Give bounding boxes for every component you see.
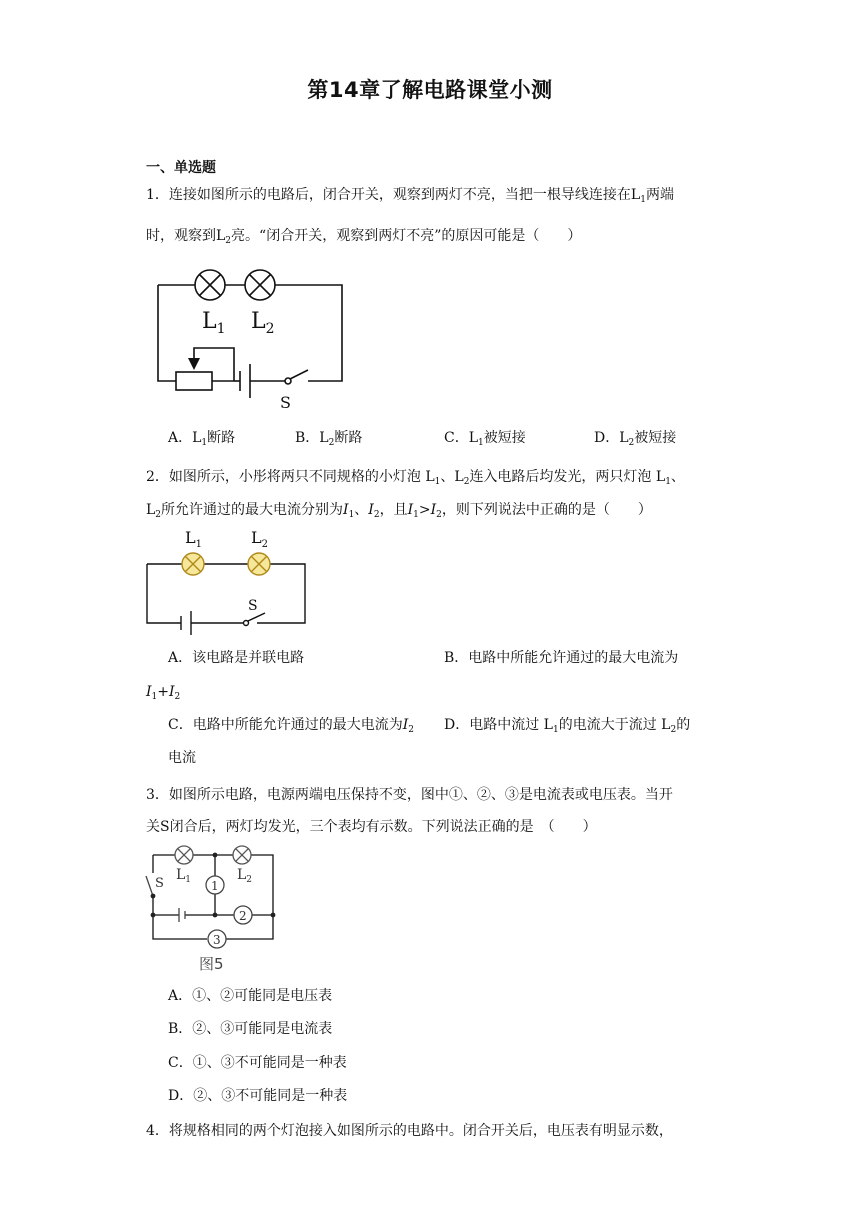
q3-lamp-l2 [233, 846, 251, 864]
q3-option-a[interactable]: A．①、②可能同是电压表 [168, 988, 333, 1004]
svg-text:L2: $L_2$ [251, 309, 275, 337]
q3-lamp-l1 [175, 846, 193, 864]
svg-text:L2: $L_2$ [251, 528, 268, 550]
q3-battery [179, 908, 185, 922]
q1-rheostat [176, 372, 212, 390]
svg-text:S: S [280, 393, 291, 412]
q1-option-d[interactable]: D．$L_2$被短接 [594, 430, 677, 448]
q3-figure-caption: 图5 [199, 955, 224, 973]
svg-text:2: 2 [239, 909, 247, 923]
q1-battery [234, 364, 285, 398]
q2-line1: 2．如图所示，小彤将两只不同规格的小灯泡 $L_1$、$L_2$连入电路后均发光，两只灯泡 $L_1$、 [146, 469, 685, 487]
svg-text:L1: $L_1$ [202, 309, 226, 337]
q3-meter-1 [206, 876, 224, 894]
q1-option-c[interactable]: C．$L_1$被短接 [444, 430, 526, 448]
q2-option-b-continued: $I_1+I_2$ [146, 684, 181, 702]
svg-text:S: S [248, 598, 258, 614]
q2-option-b[interactable]: B．电路中所能允许通过的最大电流为 [444, 650, 679, 666]
q2-battery [181, 611, 191, 635]
q1-lamp-l1 [195, 270, 225, 300]
q2-option-d[interactable]: D．电路中流过 $L_1$的电流大于流过 $L_2$的 [444, 717, 691, 735]
q2-line2: $L_2$所允许通过的最大电流分别为$I_1$、$I_2$，且$I_1>I_2$，则下列说法中正确的是（ ） [146, 502, 652, 520]
q3-option-b[interactable]: B．②、③可能同是电流表 [168, 1021, 333, 1037]
q1-lamp-l2 [245, 270, 275, 300]
svg-text:1: 1 [211, 879, 219, 893]
q1-line2: 时，观察到$L_2$亮。“闭合开关，观察到两灯不亮”的原因可能是（ ） [146, 228, 582, 246]
q3-switch [146, 876, 153, 896]
q4-line1: 4．将规格相同的两个灯泡接入如图所示的电路中。闭合开关后，电压表有明显示数， [146, 1123, 673, 1139]
q3-option-c[interactable]: C．①、③不可能同是一种表 [168, 1055, 347, 1071]
q3-option-d[interactable]: D．②、③不可能同是一种表 [168, 1088, 348, 1104]
q1-circuit-diagram [150, 268, 350, 418]
q1-option-a[interactable]: A．$L_1$断路 [168, 430, 236, 448]
q3-line2: 关S闭合后，两灯均发光，三个表均有示数。下列说法正确的是 （ ） [146, 819, 597, 835]
svg-text:L2: $L_2$ [237, 867, 253, 885]
svg-text:S: S [155, 876, 164, 891]
q1-line1: 1．连接如图所示的电路后，闭合开关，观察到两灯不亮，当把一根导线连接在$L_1$两端 [146, 187, 674, 205]
q3-meter-3 [208, 930, 226, 948]
q1-option-b[interactable]: B．$L_2$断路 [295, 430, 363, 448]
q2-lamp-l2 [248, 553, 270, 575]
q2-option-c[interactable]: C．电路中所能允许通过的最大电流为$I_2$ [168, 717, 414, 735]
svg-text:3: 3 [213, 933, 221, 947]
page-title: 第14章了解电路课堂小测 [307, 78, 553, 102]
svg-text:L1: $L_1$ [185, 528, 202, 550]
q2-option-d-continued: 电流 [168, 750, 196, 766]
q2-circuit-diagram [145, 527, 310, 637]
q3-meter-2 [234, 906, 252, 924]
q1-rheostat-slider [194, 348, 234, 381]
q1-switch [285, 370, 308, 384]
q2-option-a[interactable]: A．该电路是并联电路 [168, 650, 305, 666]
section-heading: 一、单选题 [146, 160, 216, 176]
q3-circuit-diagram [143, 843, 278, 975]
svg-text:L1: $L_1$ [176, 867, 192, 885]
q3-line1: 3．如图所示电路，电源两端电压保持不变，图中①、②、③是电流表或电压表。当开 [146, 787, 673, 803]
q2-lamp-l1 [182, 553, 204, 575]
